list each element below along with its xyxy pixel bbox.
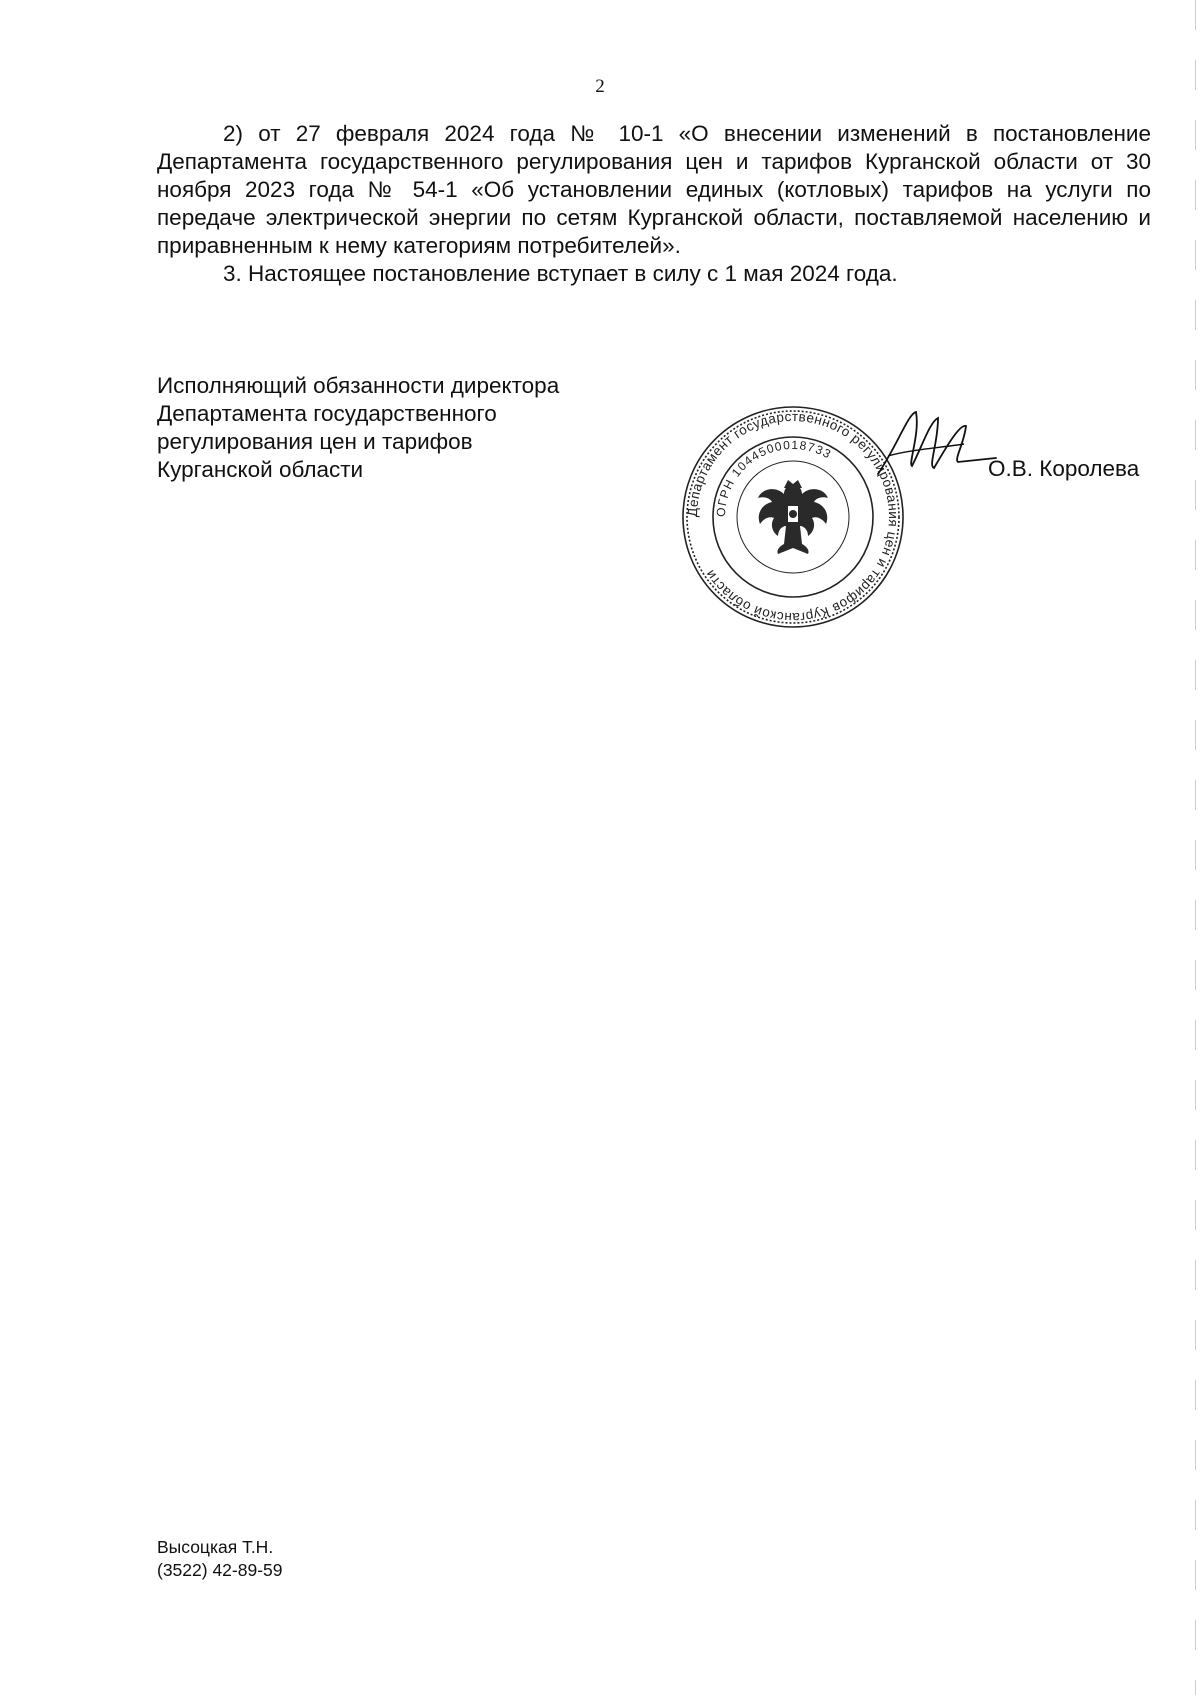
position-line: Исполняющий обязанности директора	[157, 373, 560, 398]
seal-inner-text: ОГРН 1044500018733	[713, 437, 835, 518]
handwritten-signature	[868, 404, 998, 494]
eagle-emblem-icon	[758, 480, 828, 554]
position-line: Департамента государственного	[157, 401, 497, 426]
position-line: регулирования цен и тарифов	[157, 429, 473, 454]
signer-name: О.В. Королева	[988, 456, 1140, 481]
seal-outer-text: Департамент государственного регулирования цен и тарифов Курганской области	[684, 408, 902, 626]
paragraph-amendment: 2) от 27 февраля 2024 года № 10-1 «О внесении изменений в постановление Департамента государственного регулирования цен и тарифов Курганской области от 30 ноября 2023 года № 54-1 «Об установлении единых (котловых) тарифов на услуги по передаче электрической энергии по сетям Курганской области, поставляемой населению и приравненным к нему категориям потребителей».	[157, 121, 1151, 258]
body-text	[157, 120, 1151, 288]
paragraph-effective-date: 3. Настоящее постановление вступает в силу с 1 мая 2024 года.	[223, 261, 898, 286]
position-line: Курганской области	[157, 457, 364, 482]
signature-position	[157, 372, 677, 484]
executor-info	[157, 1536, 283, 1582]
scan-edge	[1195, 0, 1196, 1695]
executor-phone: (3522) 42-89-59	[157, 1560, 283, 1580]
page-number: 2	[595, 76, 605, 97]
executor-name: Высоцкая Т.Н.	[157, 1537, 274, 1557]
